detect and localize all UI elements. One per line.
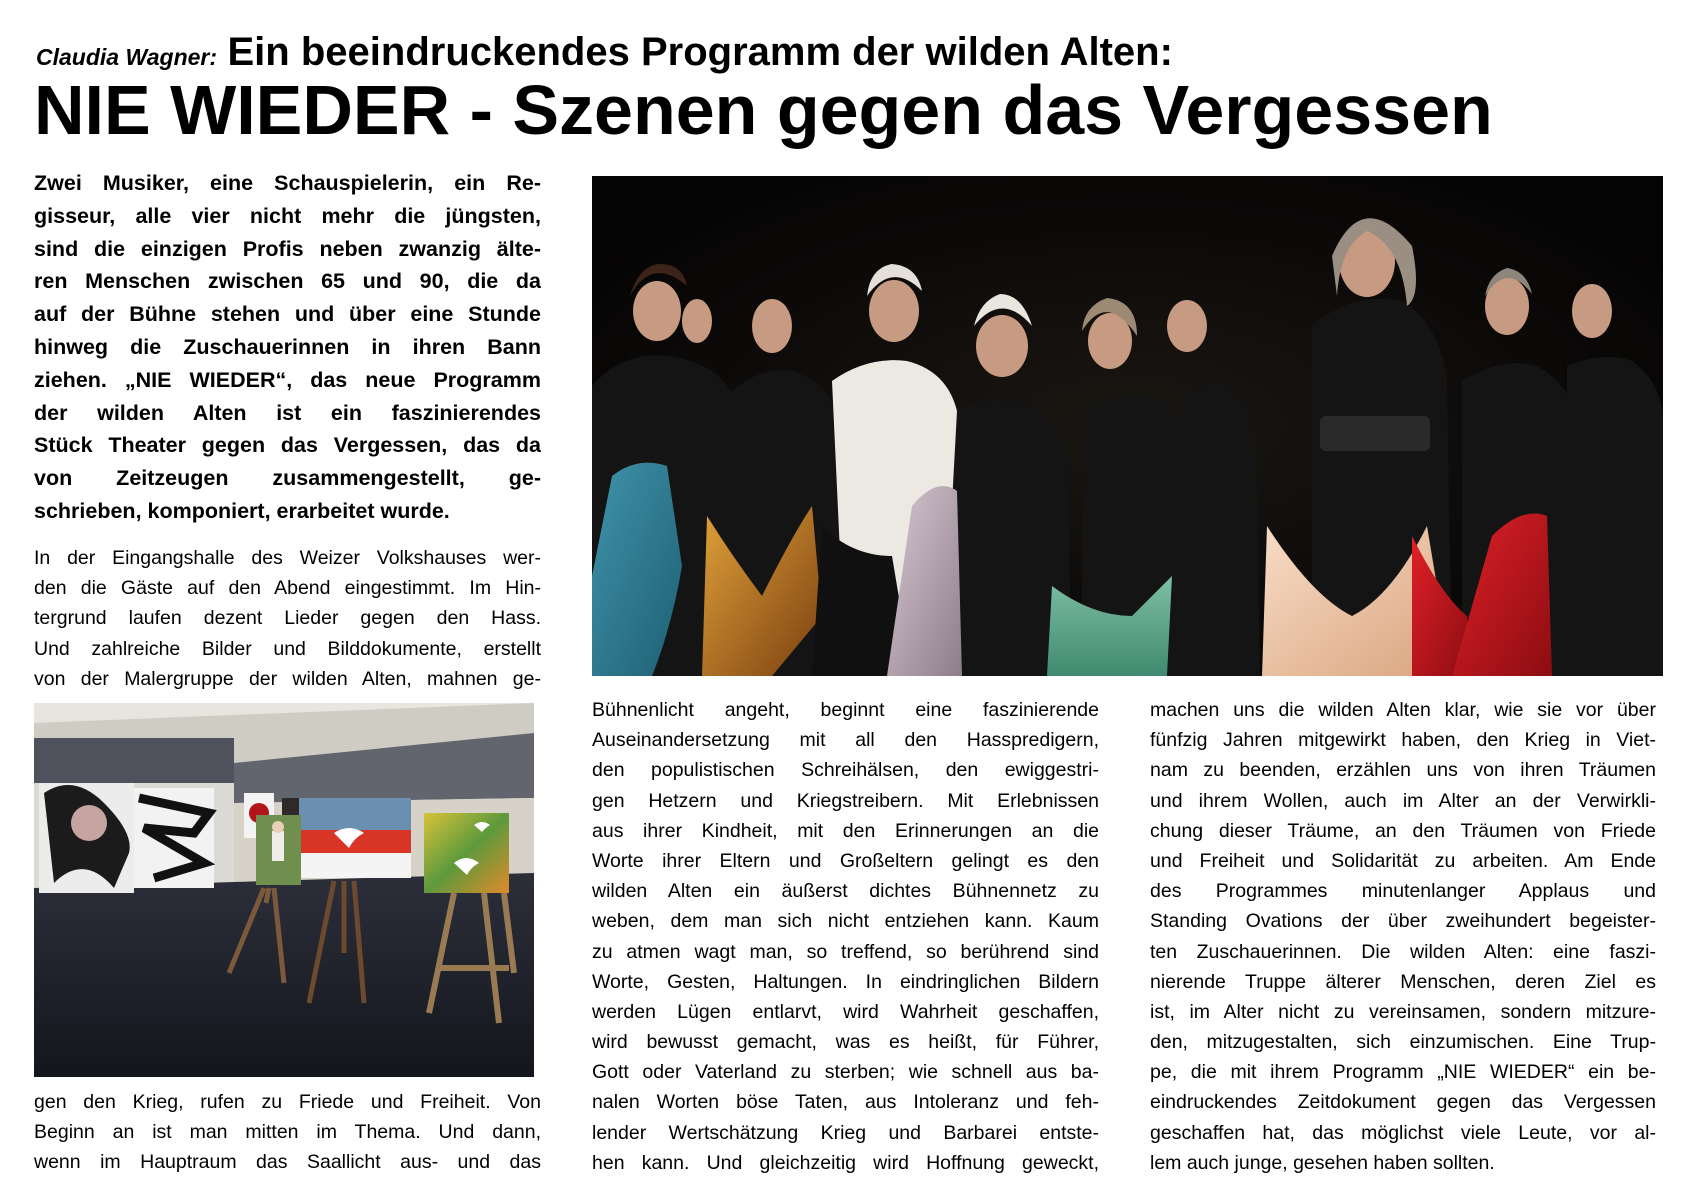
text-line: In der Eingangshalle des Weizer Volkshauses wer-	[34, 547, 541, 569]
text-line: hen kann. Und gleichzeitig wird Hoffnung geweckt,	[592, 1151, 1099, 1174]
text-line: tergrund laufen dezent Lieder gegen den Hass.	[34, 607, 541, 630]
text-line: nam zu beenden, erzählen uns von ihren Träumen	[1150, 759, 1656, 782]
exhibition-hall-photo	[34, 703, 534, 1077]
text-line: schrieben, komponiert, erarbeitet wurde.	[34, 498, 450, 523]
text-line: nalen Worten böse Taten, aus Intoleranz und feh-	[592, 1091, 1099, 1114]
text-line: wilden Alten ein äußerst dichtes Bühnennetz zu	[592, 880, 1099, 903]
body-column-1-bottom	[34, 1087, 541, 1178]
text-line: Beginn an ist man mitten im Thema. Und dann,	[34, 1121, 541, 1144]
text-line: fünfzig Jahren mitgewirkt haben, den Krieg in Viet-	[1150, 729, 1656, 752]
text-line: auf der Bühne stehen und über eine Stunde	[34, 302, 541, 327]
text-line: nierende Truppe älterer Menschen, deren Ziel es	[1150, 970, 1656, 993]
stage-photo	[592, 176, 1663, 676]
text-line: ten Zuschauerinnen. Die wilden Alten: eine faszi-	[1150, 940, 1656, 963]
text-line: aus ihrer Kindheit, mit den Erinnerungen an die	[592, 819, 1099, 842]
text-line: gen den Krieg, rufen zu Friede und Freiheit. Von	[34, 1091, 541, 1113]
text-line: den, mitzugestalten, sich einzumischen. Eine Trup-	[1150, 1031, 1656, 1054]
text-line: sind die einzigen Profis neben zwanzig älte-	[34, 236, 541, 261]
text-line: Worte, Gesten, Haltungen. In eindringlichen Bildern	[592, 970, 1099, 993]
text-line: Bühnenlicht angeht, beginnt eine faszinierende	[592, 699, 1099, 721]
text-line: gen Hetzern und Kriegstreibern. Mit Erlebnissen	[592, 789, 1099, 812]
text-line: werden Lügen entlarvt, wird Wahrheit geschaffen,	[592, 1000, 1099, 1023]
text-line: hinweg die Zuschauerinnen in ihren Bann	[34, 334, 541, 359]
text-line: und ihrem Wollen, auch im Alter an der Verwirkli-	[1150, 789, 1656, 812]
text-line: Stück Theater gegen das Vergessen, das da	[34, 433, 541, 458]
text-line: ren Menschen zwischen 65 und 90, die da	[34, 269, 541, 294]
text-line: Und zahlreiche Bilder und Bilddokumente, erstellt	[34, 637, 541, 660]
text-line: Standing Ovations der über zweihundert begeister-	[1150, 910, 1656, 933]
text-line: weben, dem man sich nicht entziehen kann. Kaum	[592, 910, 1099, 933]
body-column-2	[592, 695, 1099, 1178]
text-line: chung dieser Träume, an den Träumen von Friede	[1150, 819, 1656, 842]
text-line: lender Wertschätzung Krieg und Barbarei entste-	[592, 1121, 1099, 1144]
text-line: geschaffen hat, das möglichst viele Leute, vor al-	[1150, 1121, 1656, 1144]
text-line: wird bewusst gemacht, was es heißt, für Führer,	[592, 1031, 1099, 1054]
text-line: Gott oder Vaterland zu sterben; wie schnell aus ba-	[592, 1061, 1099, 1084]
text-line: ist, im Alter nicht zu vereinsamen, sondern mitzure-	[1150, 1000, 1656, 1023]
text-line: wenn im Hauptraum das Saallicht aus- und das	[34, 1151, 541, 1174]
author-name: Claudia Wagner:	[36, 44, 218, 70]
text-line: Zwei Musiker, eine Schauspielerin, ein Re-	[34, 171, 541, 195]
text-line: und Freiheit und Solidarität zu arbeiten. Am Ende	[1150, 849, 1656, 872]
article-subtitle: Ein beeindruckendes Programm der wilden Alten:	[227, 30, 1173, 74]
header-line	[36, 30, 1173, 75]
text-line: den populistischen Schreihälsen, den ewiggestri-	[592, 759, 1099, 782]
text-line: eindruckendes Zeitdokument gegen das Vergessen	[1150, 1091, 1656, 1114]
text-line: von Zeitzeugen zusammengestellt, ge-	[34, 466, 541, 491]
text-line: ziehen. „NIE WIEDER“, das neue Programm	[34, 367, 541, 392]
body-column-1-top	[34, 543, 541, 694]
text-line: pe, die mit ihrem Programm „NIE WIEDER“ ein be-	[1150, 1061, 1656, 1084]
text-line: Worte ihrer Eltern und Großeltern gelingt es den	[592, 849, 1099, 872]
article-title: NIE WIEDER - Szenen gegen das Vergessen	[34, 71, 1493, 149]
body-column-3	[1150, 695, 1656, 1178]
text-line: zu atmen wagt man, so treffend, so berührend sind	[592, 940, 1099, 963]
text-line: den die Gäste auf den Abend eingestimmt. Im Hin-	[34, 577, 541, 600]
lead-paragraph	[34, 167, 541, 528]
text-line: machen uns die wilden Alten klar, wie sie vor über	[1150, 699, 1656, 721]
text-line: der wilden Alten ist ein faszinierendes	[34, 400, 541, 425]
text-line: gisseur, alle vier nicht mehr die jüngsten,	[34, 203, 541, 228]
text-line: des Programmes minutenlanger Applaus und	[1150, 880, 1656, 903]
text-line: lem auch junge, gesehen haben sollten.	[1150, 1151, 1495, 1174]
text-line: von der Malergruppe der wilden Alten, mahnen ge-	[34, 667, 541, 690]
text-line: Auseinandersetzung mit all den Hasspredigern,	[592, 729, 1099, 752]
